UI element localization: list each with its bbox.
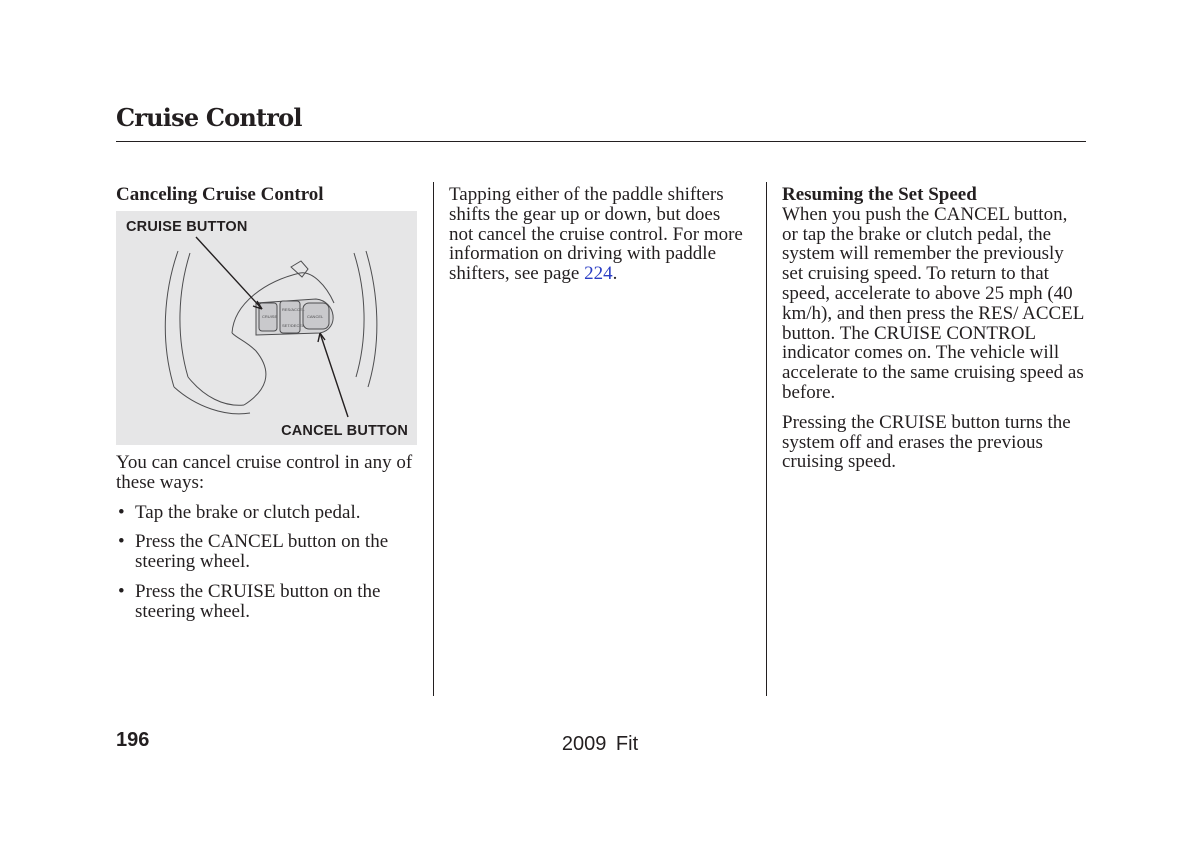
paddle-text-end: . (612, 263, 618, 285)
switch-label-cancel: CANCEL (307, 314, 324, 319)
right-column-text (782, 185, 1086, 472)
switch-label-cruise: CRUISE (262, 314, 278, 319)
list-item: • Press the CRUISE button on the steering wheel. (116, 582, 416, 622)
section-heading-canceling: Canceling Cruise Control (116, 184, 324, 205)
page-title: Cruise Control (116, 103, 302, 132)
column-divider-right (766, 182, 767, 696)
wheel-rim-left-outer (165, 251, 178, 387)
steering-wheel-illustration (116, 211, 417, 445)
cruise-button-label: CRUISE BUTTON (126, 219, 248, 235)
left-column-text (116, 453, 416, 622)
list-item: • Press the CANCEL button on the steering wheel. (116, 532, 416, 572)
list-item: • Tap the brake or clutch pedal. (116, 503, 416, 523)
cancel-button-label: CANCEL BUTTON (281, 423, 408, 439)
title-rule (116, 141, 1086, 142)
switch-label-res: RES/ACCEL (282, 307, 305, 312)
cruise-off-paragraph: Pressing the CRUISE button turns the system off and erases the previous cruising speed. (782, 411, 1071, 473)
wheel-rim-left-inner (180, 253, 190, 377)
middle-column-text (449, 185, 749, 284)
switch-label-set: SET/DECEL (282, 323, 305, 328)
res-set-switch (280, 301, 300, 333)
resume-paragraph: When you push the CANCEL button, or tap the brake or clutch pedal, the system will remember the previously set cruising speed. To return to that speed, accelerate to above 25 mph (40 km/h), and then press the RES/ ACCEL button. The CRUISE CONTROL indicator comes on. The vehicle will accelerate to the same cruising speed as before. (782, 203, 1084, 403)
cancel-intro: You can cancel cruise control in any of these ways: (116, 452, 413, 493)
footer-model: 2009 Fit (561, 733, 639, 755)
paddle-text: Tapping either of the paddle shifters shifts the gear up or down, but does not cancel the cruise control. For more information on driving with paddle shifters, see page (449, 184, 743, 285)
steering-wheel-figure (116, 211, 417, 445)
section-heading-resuming: Resuming the Set Speed (782, 184, 977, 205)
page-number: 196 (116, 729, 150, 751)
cancel-methods-list (116, 503, 416, 622)
page-224-link[interactable]: 224 (584, 263, 613, 285)
paddle-shifter-paragraph (449, 185, 749, 284)
column-divider-left (433, 182, 434, 696)
